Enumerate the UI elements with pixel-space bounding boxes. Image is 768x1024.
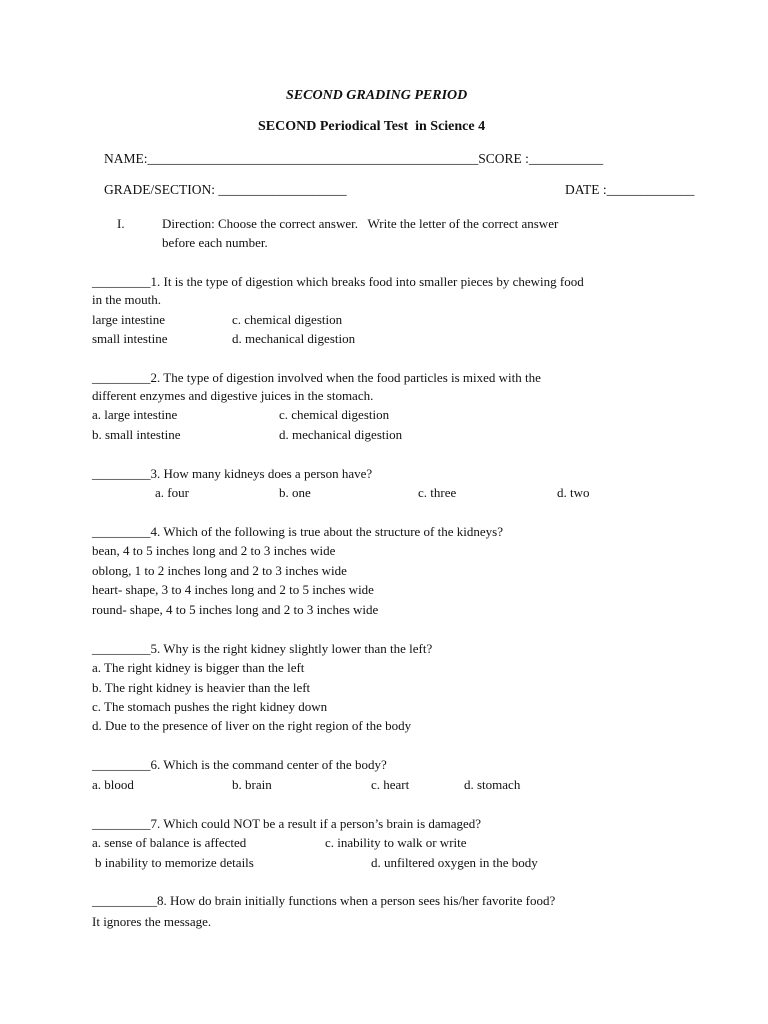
question-3-option: c. three [418,485,457,500]
grading-period-title: SECOND GRADING PERIOD [286,88,468,103]
question-1-stem: _________1. It is the type of digestion which breaks food into smaller pieces by chewing food [92,274,584,289]
question-1-option: c. chemical digestion [232,312,343,327]
question-6-option: a. blood [92,777,134,792]
question-4-stem: _________4. Which of the following is true about the structure of the kidneys? [92,524,503,539]
question-5-stem: _________5. Why is the right kidney slightly lower than the left? [92,641,433,656]
test-title: SECOND Periodical Test in Science 4 [258,119,486,134]
question-1-option: large intestine [92,312,166,327]
question-5-option: a. The right kidney is bigger than the left [92,660,305,675]
direction-numeral: I. [117,216,125,231]
question-2-stem: _________2. The type of digestion involved when the food particles is mixed with the [92,370,541,385]
question-5-option: c. The stomach pushes the right kidney down [92,699,328,714]
question-3-option: a. four [155,485,189,500]
question-2-option: c. chemical digestion [279,407,390,422]
question-6-option: d. stomach [464,777,521,792]
direction-line-2: before each number. [162,235,268,250]
question-4-option: oblong, 1 to 2 inches long and 2 to 3 inches wide [92,563,347,578]
question-7-option: d. unfiltered oxygen in the body [371,855,538,870]
question-1-option: small intestine [92,331,168,346]
question-3-stem: _________3. How many kidneys does a person have? [92,466,373,481]
question-2-option: a. large intestine [92,407,178,422]
question-7-option: a. sense of balance is affected [92,835,247,850]
question-3-option: d. two [557,485,590,500]
question-6-option: c. heart [371,777,410,792]
question-1-option: d. mechanical digestion [232,331,356,346]
question-5-option: d. Due to the presence of liver on the right region of the body [92,718,412,733]
direction-line-1: Direction: Choose the correct answer. Write the letter of the correct answer [162,216,559,231]
question-5-option: b. The right kidney is heavier than the left [92,680,311,695]
question-7-option: b inability to memorize details [95,855,254,870]
date-field: DATE :_____________ [565,182,695,197]
question-4-option: heart- shape, 3 to 4 inches long and 2 to 5 inches wide [92,582,374,597]
question-2-stem-cont: different enzymes and digestive juices in the stomach. [92,388,374,403]
question-6-option: b. brain [232,777,272,792]
question-7-option: c. inability to walk or write [325,835,467,850]
grade-section-field: GRADE/SECTION: ___________________ [104,182,347,197]
question-4-option: bean, 4 to 5 inches long and 2 to 3 inches wide [92,543,336,558]
question-3-option: b. one [279,485,311,500]
question-8-option: It ignores the message. [92,914,212,929]
question-8-stem: __________8. How do brain initially functions when a person sees his/her favorite food? [92,893,556,908]
question-1-stem-cont: in the mouth. [92,292,161,307]
question-2-option: d. mechanical digestion [279,427,403,442]
question-4-option: round- shape, 4 to 5 inches long and 2 to 3 inches wide [92,602,379,617]
name-score-field: NAME:_________________________________________________SCORE :___________ [104,151,604,166]
question-6-stem: _________6. Which is the command center of the body? [92,757,387,772]
question-7-stem: _________7. Which could NOT be a result if a person’s brain is damaged? [92,816,482,831]
question-2-option: b. small intestine [92,427,181,442]
